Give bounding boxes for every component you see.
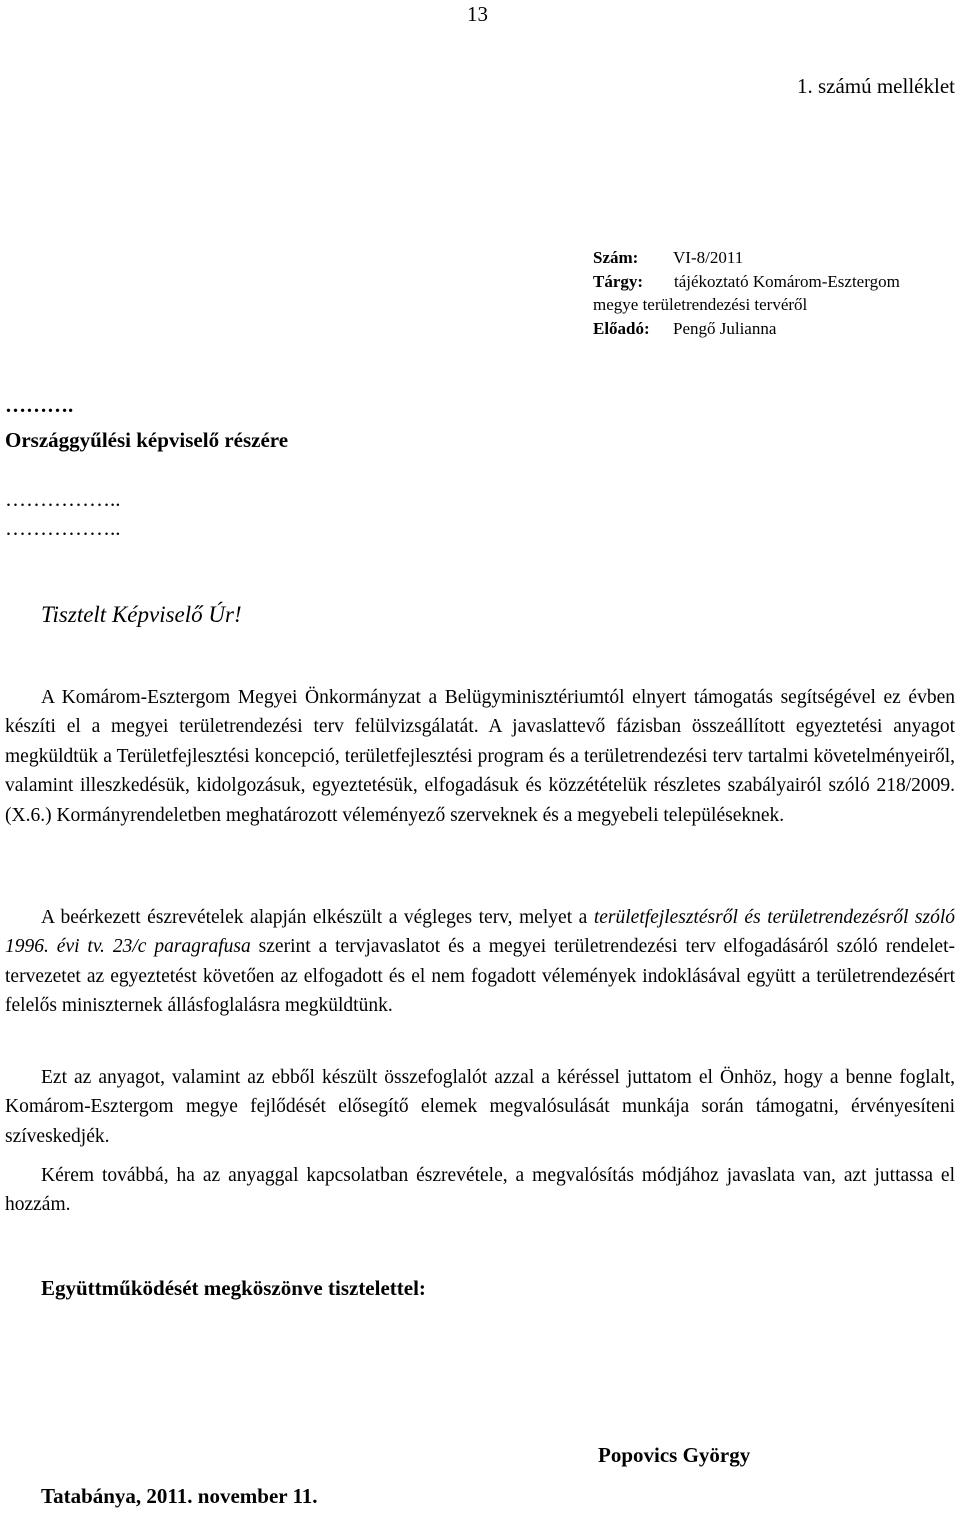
recipient-title: Országgyűlési képviselő részére (5, 428, 289, 452)
meta-number-row (593, 246, 900, 270)
meta-subject-label: Tárgy: (593, 271, 644, 291)
paragraph-1-text: A Komárom-Esztergom Megyei Önkormányzat a Belügyminisztériumtól elnyert támogatás segítségével ez évben készíti el a megyei területrendezési terv felülvizsgálatát. A javaslattevő fázisban összeállított egyeztetési anyagot megküldtük a Területfejlesztési koncepció, területfejlesztési program és a területrendezési terv tartalmi követelményeiről, valamint illeszkedésük, kidolgozásuk, egyeztetésük, elfogadásuk és közzétételük részletes szabályairól szóló 218/2009. (X.6.) Kormányrendeletben meghatározott véleményező szerveknek és a megyebeli településeknek. (5, 687, 955, 826)
annex-label: 1. számú melléklet (796, 74, 955, 98)
paragraph-4 (5, 1161, 955, 1220)
meta-number-value: VI-8/2011 (673, 248, 744, 267)
recipient-address-line-1: …………….. (5, 487, 121, 511)
meta-subject-continuation: megye területrendezési tervéről (593, 295, 808, 314)
document-meta (593, 246, 900, 340)
meta-subject-row (593, 270, 900, 294)
meta-presenter-row (593, 317, 900, 341)
meta-number-label: Szám: (593, 248, 639, 267)
meta-presenter-value: Pengő Julianna (673, 318, 777, 338)
meta-subject-value: tájékoztató Komárom-Esztergom (674, 271, 900, 291)
recipient-name-placeholder: ………. (5, 393, 74, 417)
meta-presenter-label: Előadó: (593, 318, 650, 338)
page-number: 13 (467, 2, 488, 26)
paragraph-3 (5, 1063, 955, 1151)
paragraph-4-text: Kérem továbbá, ha az anyaggal kapcsolatban észrevétele, a megvalósítás módjához javaslata van, azt juttassa el hozzám. (5, 1165, 955, 1216)
paragraph-1 (5, 683, 955, 830)
paragraph-2-part-b: szerint a tervjavaslatot és a megyei területrendezési terv elfogadásáról szóló rendelet-tervezetet az egyeztetést követően az elfogadott és el nem fogadott vélemények indoklásával együtt a területrendezésért felelős miniszternek állásfoglalásra megküldtünk. (5, 936, 955, 1017)
paragraph-2-part-a: A beérkezett észrevételek alapján elkészült a végleges terv, melyet a (41, 907, 594, 928)
paragraph-2-text (5, 903, 955, 1021)
paragraph-3-text: Ezt az anyagot, valamint az ebből készült összefoglalót azzal a kéréssel juttatom el Önhöz, hogy a benne foglalt, Komárom-Esztergom megye fejlődését elősegítő elemek megvalósulását munkája során támogatni, érvényesíteni szíveskedjék. (5, 1067, 955, 1147)
closing-line: Együttműködését megköszönve tisztelettel: (41, 1276, 426, 1300)
paragraph-2 (5, 903, 955, 1021)
law-reference: területfejlesztésről és területrendezésről szóló 1996. évi tv. 23/c paragrafusa (5, 907, 955, 958)
recipient-address-line-2: …………….. (5, 516, 121, 540)
place-and-date: Tatabánya, 2011. november 11. (41, 1484, 318, 1508)
signatory-name: Popovics György (598, 1443, 751, 1467)
salutation: Tisztelt Képviselő Úr! (41, 602, 242, 627)
